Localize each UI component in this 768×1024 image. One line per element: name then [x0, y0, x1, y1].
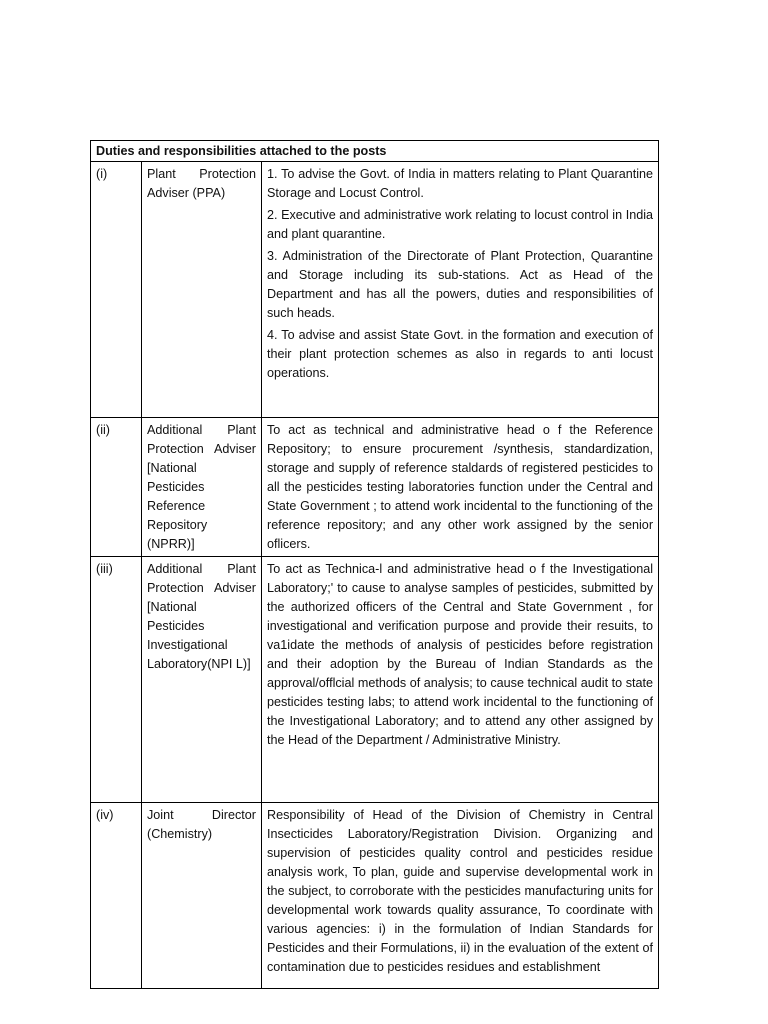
duty-text: To act as Technica-l and administrative head o f the Investigational Laboratory;' to cause to analyse samples of pesticides, submitted by the authorized officers of the Central and State Government , for investigational and verification purpose and provide their resuits, to va1idate the methods of analysis of pesticides before registration and their adoption by the Bureau of Indian Standards as the approval/offlcial methods of analysis; to cause technical audit to state pesticides testing labs; to attend work incidental to the functioning of the Investigational Laboratory; and to attend any other assigned by the Head of the Department / Administrative Ministry. [267, 562, 654, 747]
table-row [91, 803, 659, 989]
post-title: Additional Plant Protection Adviser [National Pesticides Reference Repository (NPRR)] [142, 418, 262, 557]
post-title: Additional Plant Protection Adviser [National Pesticides Investigational Laboratory(NPI L)] [142, 557, 262, 803]
table-header: Duties and responsibilities attached to the posts [91, 141, 659, 162]
table-row [91, 162, 659, 418]
row-number: (ii) [91, 418, 142, 557]
duties-cell [262, 162, 659, 418]
duty-item: 2. Executive and administrative work relating to locust control in India and plant quarantine. [267, 208, 654, 241]
row-number: (iii) [91, 557, 142, 803]
duty-text: To act as technical and administrative head o f the Reference Repository; to ensure procurement /synthesis, standardization, storage and supply of reference staldards of registered pesticides to all the pesticides testing laboratories function under the Central and State Government ; to attend work incidental to the functioning of the reference repository; and any other work assigned by the senior oflicers. [267, 423, 654, 551]
row-number: (i) [91, 162, 142, 418]
duties-cell [262, 418, 659, 557]
table-row [91, 557, 659, 803]
table-row [91, 418, 659, 557]
row-number: (iv) [91, 803, 142, 989]
post-title: Plant Protection Adviser (PPA) [142, 162, 262, 418]
post-title: Joint Director (Chemistry) [142, 803, 262, 989]
duty-item: 4. To advise and assist State Govt. in the formation and execution of their plant protection schemes as also in regards to anti locust operations. [267, 328, 654, 380]
duties-cell [262, 557, 659, 803]
table-header-row [91, 141, 659, 162]
duty-item: 1. To advise the Govt. of India in matters relating to Plant Quarantine Storage and Locust Control. [267, 167, 654, 200]
duties-cell [262, 803, 659, 989]
duties-table [90, 140, 659, 989]
duty-item: 3. Administration of the Directorate of Plant Protection, Quarantine and Storage including its sub-stations. Act as Head of the Department and has all the powers, duties and responsibilities of such heads. [267, 249, 654, 320]
duty-text: Responsibility of Head of the Division of Chemistry in Central Insecticides Laboratory/Registration Division. Organizing and supervision of pesticides quality control and pesticides residue analysis work, To plan, guide and supervise developmental work in the subject, to corroborate with the pesticides manufacturing units for developmental work towards quality assurance, To coordinate with various agencies: i) in the formulation of Indian Standards for Pesticides and their Formulations, ii) in the evaluation of the extent of contamination due to pesticides residues and establishment [267, 808, 654, 974]
